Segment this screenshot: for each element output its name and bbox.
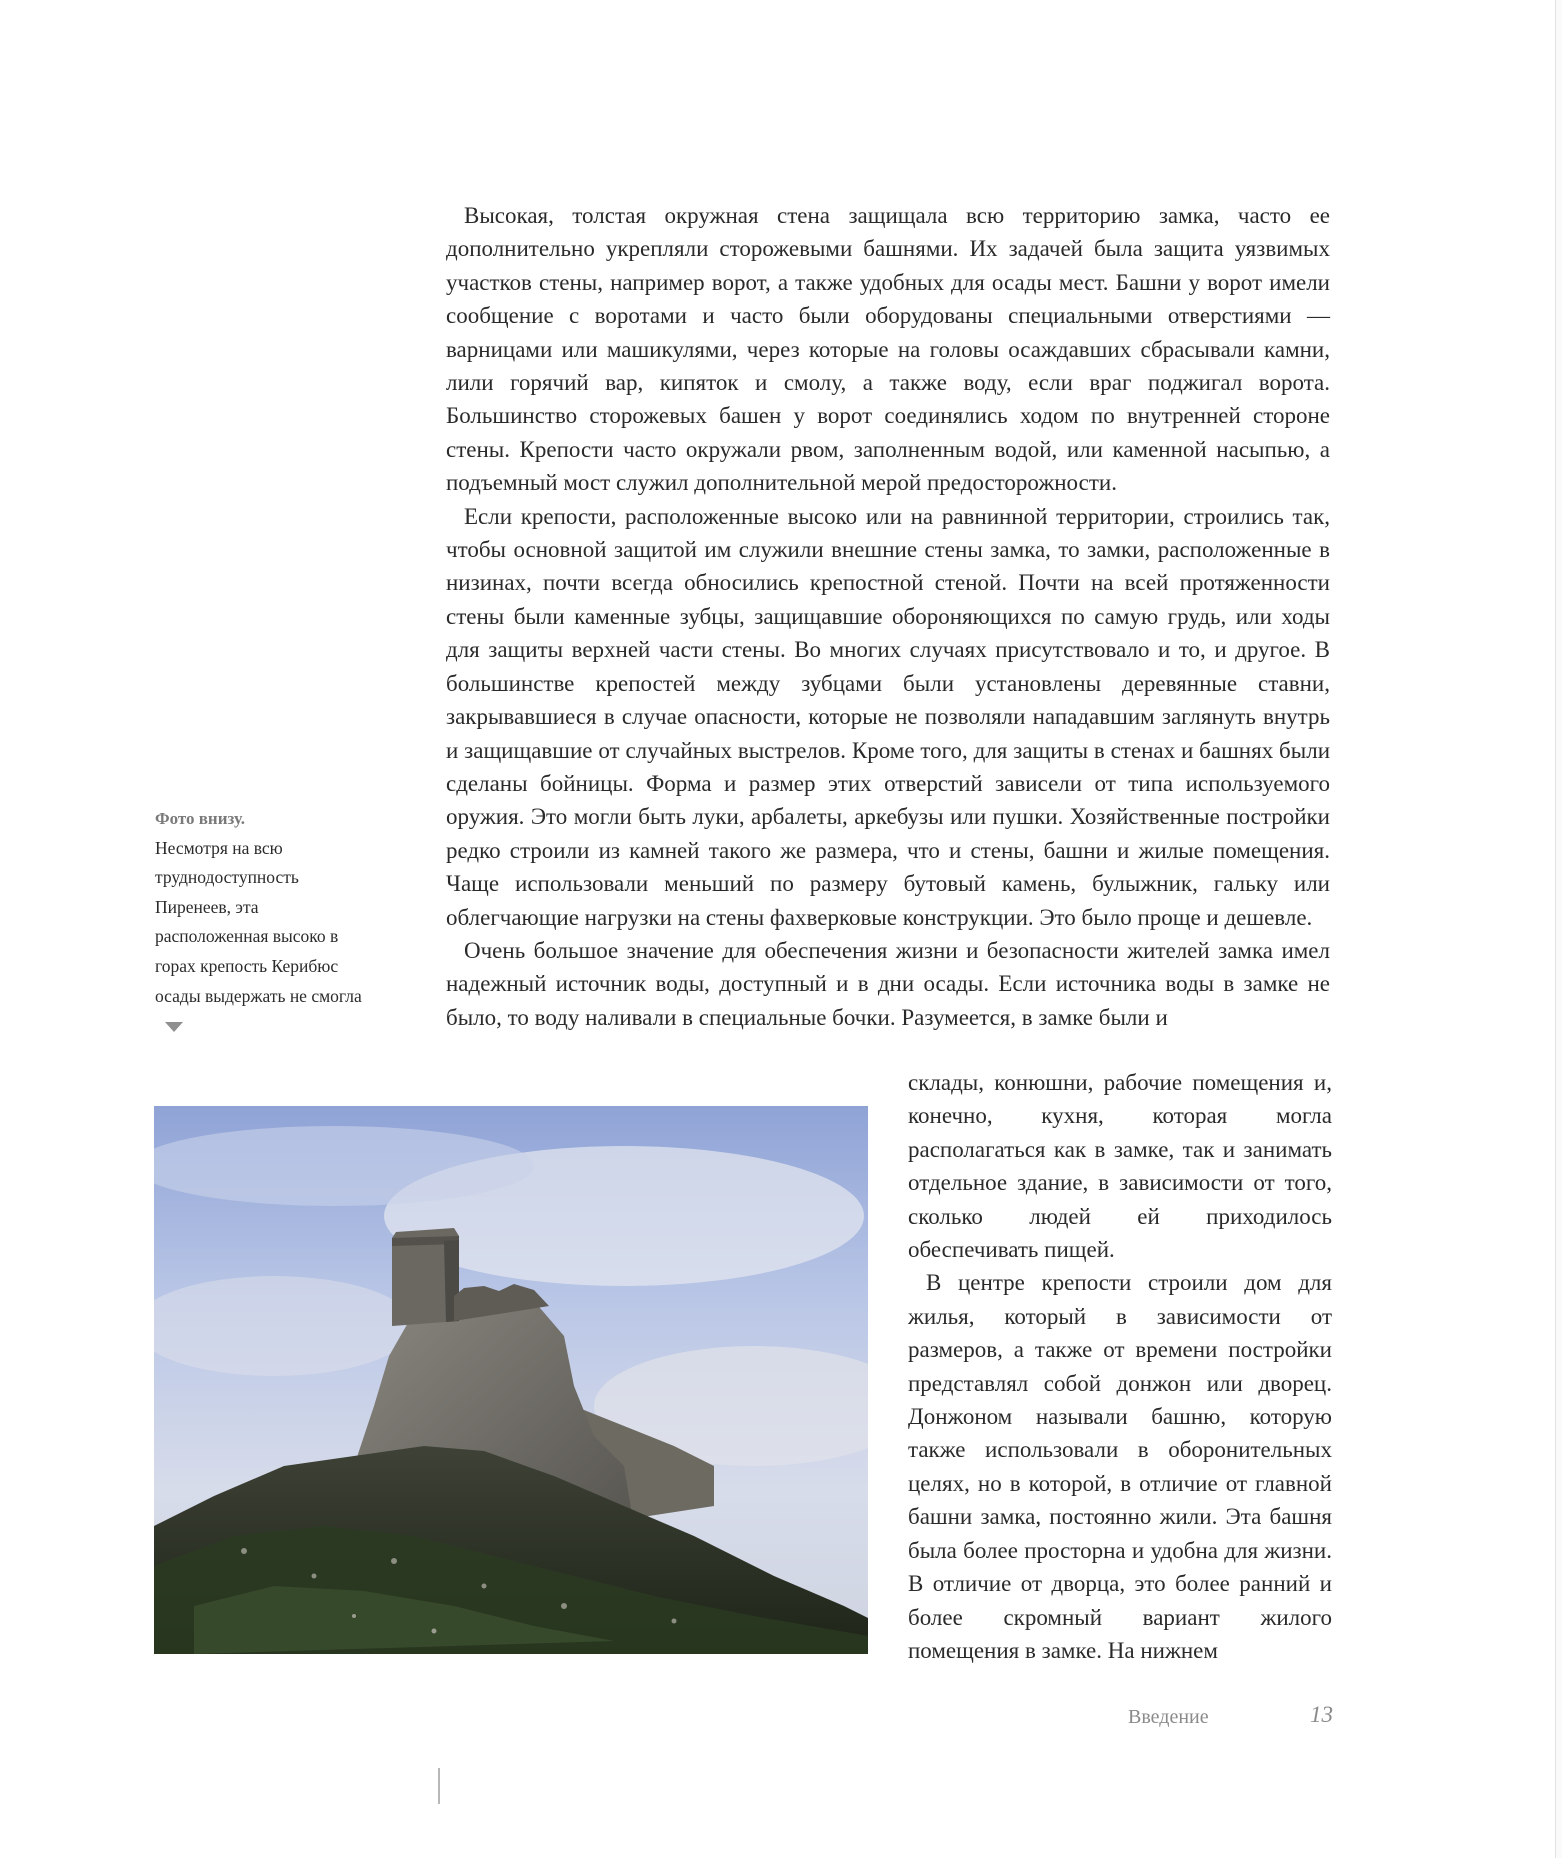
paragraph-water-source: Очень большое значение для обеспечения жизни и безопасности жителей замка имел надежный источник воды, доступный и в дни осады. Если источника воды в замке не было, то воду наливали в специальные бочки. Разумеется, в замке были и (446, 937, 1330, 1030)
scan-mark (438, 1768, 440, 1804)
down-triangle-icon (165, 1022, 183, 1032)
paragraph-fortress-walls: Если крепости, расположенные высоко или на равнинной территории, строились так, чтобы основной защитой им служили внешние стены замка, то замки, расположенные в низинах, почти всегда обносились крепостной стеной. Почти на всей протяженности стены были каменные зубцы, защищавшие обороняющихся по самую грудь, или ходы для защиты верхней части стены. Во многих случаях присутствовало и то, и другое. В большинстве крепостей между зубцами были установлены деревянные ставни, закрывавшиеся в случае опасности, которые не позволяли нападавшим заглянуть внутрь и защищавшие от случайных выстрелов. Кроме того, для защиты в стенах и башнях были сделаны бойницы. Форма и размер этих отверстий зависели от типа используемого оружия. Это могли быть луки, арбалеты, аркебузы или пушки. Хозяйственные постройки редко строили из камней такого же размера, что и стены, башни и жилые помещения. Чаще использовали меньший по размеру бутовый камень, булыжник, гальку или облегчающие нагрузки на стены фахверковые конструкции. Это было проще и дешевле. (446, 503, 1330, 930)
main-text-column (446, 199, 1330, 1034)
caption-title: Фото внизу. (155, 809, 246, 828)
wrapped-text-column (908, 1066, 1332, 1667)
paragraph-water-continued: склады, конюшни, рабочие помещения и, конечно, кухня, которая могла располагаться как в замке, так и занимать отдельное здание, в зависимости от того, сколько людей ей приходилось обеспечивать пищей. (908, 1070, 1332, 1263)
page-number: 13 (1310, 1702, 1333, 1727)
photo-caption (155, 804, 375, 1041)
paragraph-outer-wall: Высокая, толстая окружная стена защищала всю территорию замка, часто ее дополнительно укрепляли сторожевыми башнями. Их задачей была защита уязвимых участков стены, например ворот, а также удобных для осады мест. Башни у ворот имели сообщение с воротами и часто были оборудованы специальными отверстиями — варницами или машикулями, через которые на головы осаждавших сбрасывали камни, лили горячий вар, кипяток и смолу, а также воду, если враг поджигал ворота. Большинство сторожевых башен у ворот соединялись ходом по внутренней стороне стены. Крепости часто окружали рвом, заполненным водой, или каменной насыпью, а подъемный мост служил дополнительной мерой предосторожности. (446, 203, 1330, 496)
caption-text: Несмотря на всю труднодоступность Пиренеев, эта расположенная высоко в горах крепость Керибюс осады выдержать не смогла (155, 837, 362, 1006)
running-footer-section: Введение (1128, 1706, 1209, 1728)
paragraph-donjon: В центре крепости строили дом для жилья, который в зависимости от размеров, а также от времени постройки представлял собой донжон или дворец. Донжоном называли башню, которую также использовали в оборонительных целях, но в которой, в отличие от главной башни замка, постоянно жили. Эта башня была более просторна и удобна для жизни. В отличие от дворца, это более ранний и более скромный вариант жилого помещения в замке. На нижнем (908, 1270, 1332, 1663)
page-edge (1555, 0, 1562, 1858)
castle-photo (154, 1106, 868, 1654)
